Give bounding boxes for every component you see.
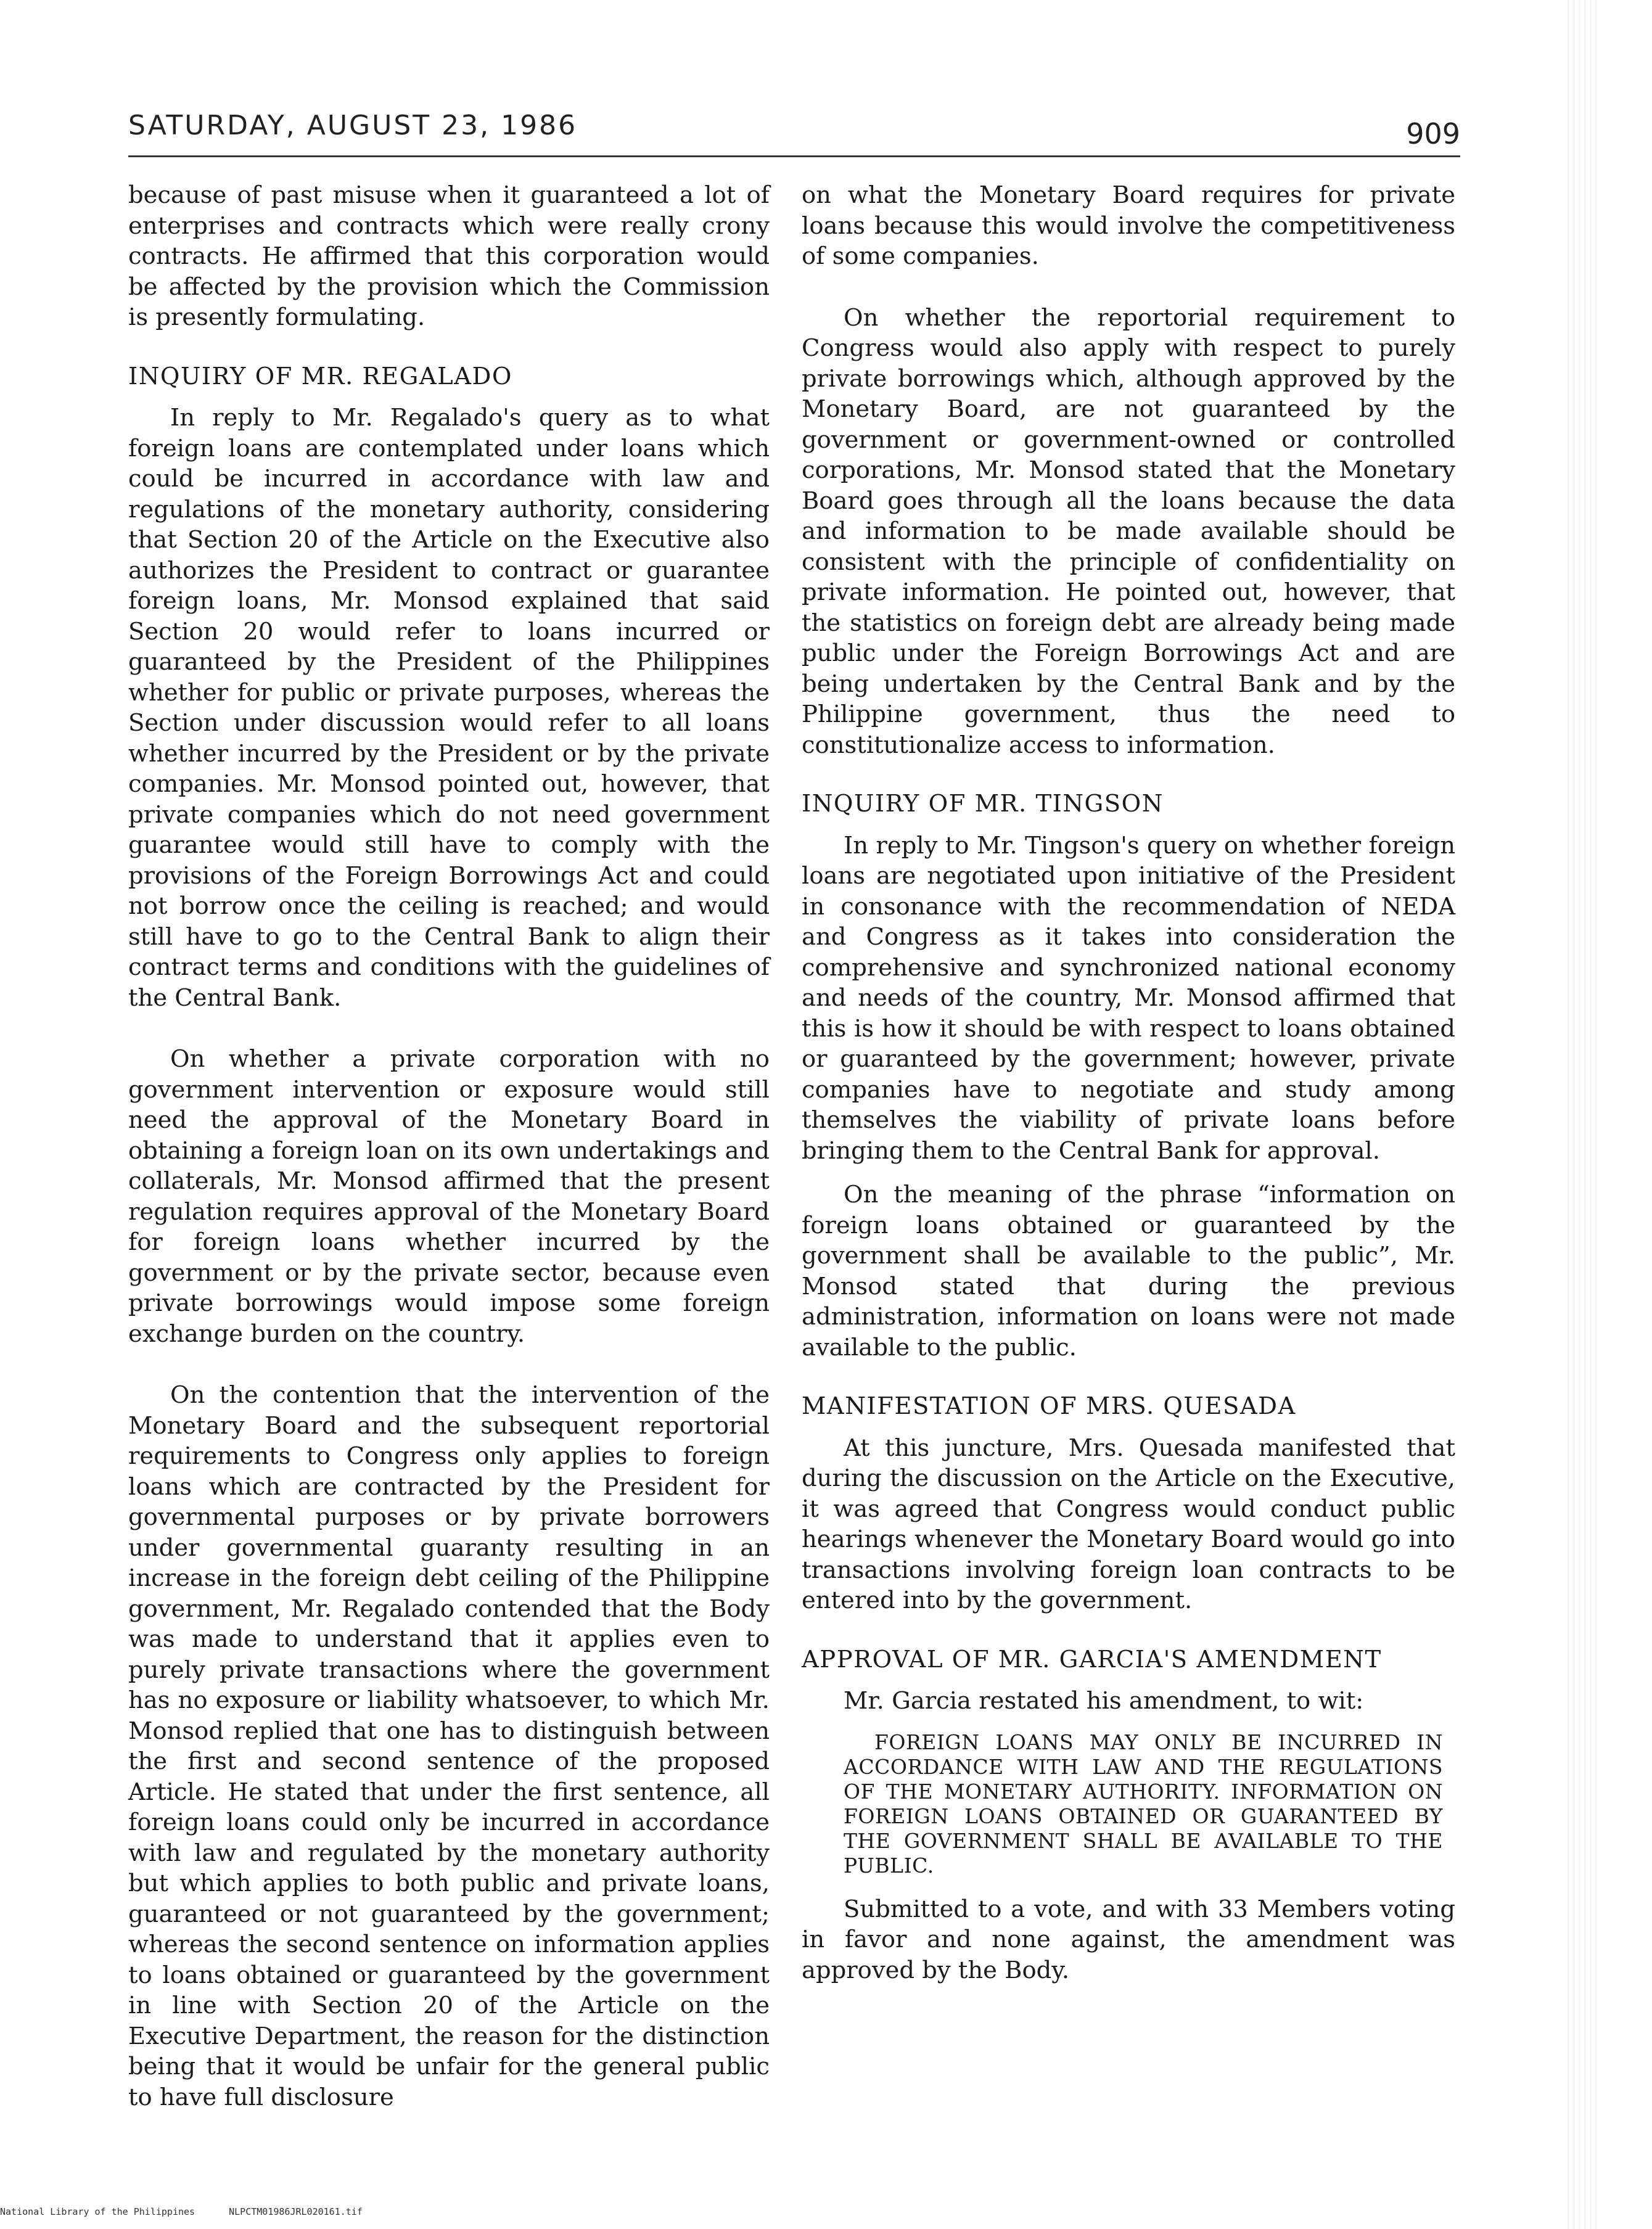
page-date: SATURDAY, AUGUST 23, 1986 — [128, 110, 578, 141]
scan-edge — [1564, 0, 1601, 2229]
paragraph: In reply to Mr. Regalado's query as to what foreign loans are contemplated under loans which could be incurred in accordance with law and regulations of the monetary authority, considering that Section 20 of the Article on the Executive also authorizes the President to contract or guarantee foreign loans, Mr. Monsod explained that said Section 20 would refer to loans incurred or guaranteed by the President of the Philippines whether for public or private purposes, whereas the Section under discussion would refer to all loans whether incurred by the President or by the private companies. Mr. Monsod pointed out, however, that private companies which do not need government guarantee would still have to comply with the provisions of the Foreign Borrowings Act and could not borrow once the ceiling is reached; and would still have to go to the Central Bank to align their contract terms and conditions with the guidelines of the Central Bank. — [128, 404, 770, 1012]
scan-footer — [0, 2206, 432, 2217]
section-heading: MANIFESTATION OF MRS. QUESADA — [802, 1392, 1296, 1420]
footer-library: National Library of the Philippines — [0, 2206, 195, 2217]
footer-filename: NLPCTM01986JRL020161.tif — [229, 2206, 363, 2217]
paragraph: On the contention that the intervention of the Monetary Board and the subsequent reportorial requirements to Congress only applies to foreign loans which are contracted by the President for governmental purposes or by private borrowers under governmental guaranty resulting in an increase in the foreign debt ceiling of the Philippine government, Mr. Regalado contended that the Body was made to understand that it applies even to purely private transactions where the government has no exposure or liability whatsoever, to which Mr. Monsod replied that one has to distinguish between the first and second sentence of the proposed Article. He stated that under the first sentence, all foreign loans could only be incurred in accordance with law and regulated by the monetary authority but which applies to both public and private loans, guaranteed or not guaranteed by the government; whereas the second sentence on information applies to loans obtained or guaranteed by the government in line with Section 20 of the Article on the Executive Department, the reason for the distinction being that it would be unfair for the general public to have full disclosure — [128, 1381, 770, 2111]
section-heading: APPROVAL OF MR. GARCIA'S AMENDMENT — [802, 1645, 1382, 1673]
paragraph: On whether the reportorial requirement to Congress would also apply with respect to purely private borrowings which, although approved by the Monetary Board, are not guaranteed by the government or government-owned or controlled corporations, Mr. Monsod stated that the Monetary Board goes through all the loans because the data and information to be made available should be consistent with the principle of confidentiality on private information. He pointed out, however, that the statistics on foreign debt are already being made public under the Foreign Borrowings Act and are being undertaken by the Central Bank and by the Philippine government, thus the need to constitutionalize access to information. — [802, 303, 1455, 759]
paragraph: because of past misuse when it guaranteed a lot of enterprises and contracts which were really crony contracts. He affirmed that this corporation would be affected by the provision which the Commission is presently formulating. — [128, 181, 770, 331]
paragraph: Mr. Garcia restated his amendment, to wit: — [844, 1687, 1364, 1715]
page-header — [128, 110, 1460, 159]
paragraph: In reply to Mr. Tingson's query on whether foreign loans are negotiated upon initiative of the President in consonance with the recommendation of NEDA and Congress as it takes into consideration the comprehensive and synchronized national economy and needs of the country, Mr. Monsod affirmed that this is how it should be with respect to loans obtained or guaranteed by the government; however, private companies have to negotiate and study among themselves the viability of private loans before bringing them to the Central Bank for approval. — [802, 831, 1455, 1165]
paragraph: On the meaning of the phrase “information on foreign loans obtained or guaranteed by the government shall be available to the public”, Mr. Monsod stated that during the previous administration, information on loans were not made available to the public. — [802, 1181, 1455, 1361]
section-heading: INQUIRY OF MR. REGALADO — [128, 362, 512, 390]
left-column — [128, 180, 770, 2126]
header-rule — [128, 155, 1460, 157]
paragraph: On whether a private corporation with no government intervention or exposure would still need the approval of the Monetary Board in obtaining a foreign loan on its own undertakings and collaterals, Mr. Monsod affirmed that the present regulation requires approval of the Monetary Board for foreign loans whether incurred by the government or by the private sector, because even private borrowings would impose some foreign exchange burden on the country. — [128, 1045, 770, 1348]
paragraph: Submitted to a vote, and with 33 Members voting in favor and none against, the amendment was approved by the Body. — [802, 1895, 1455, 1984]
page-number: 909 — [1406, 117, 1460, 150]
paragraph: on what the Monetary Board requires for private loans because this would involve the competitiveness of some companies. — [802, 181, 1455, 270]
amendment-quote: FOREIGN LOANS MAY ONLY BE INCURRED IN ACCORDANCE WITH LAW AND THE REGULATIONS OF THE MONETARY AUTHORITY. INFORMATION ON FOREIGN LOANS OBTAINED OR GUARANTEED BY THE GOVERNMENT SHALL BE AVAILABLE TO THE PUBLIC. — [844, 1730, 1443, 1878]
right-column — [802, 180, 1455, 1999]
paragraph: At this juncture, Mrs. Quesada manifested that during the discussion on the Article on the Executive, it was agreed that Congress would conduct public hearings whenever the Monetary Board would go into transactions involving foreign loan contracts to be entered into by the government. — [802, 1434, 1455, 1614]
section-heading: INQUIRY OF MR. TINGSON — [802, 790, 1164, 818]
